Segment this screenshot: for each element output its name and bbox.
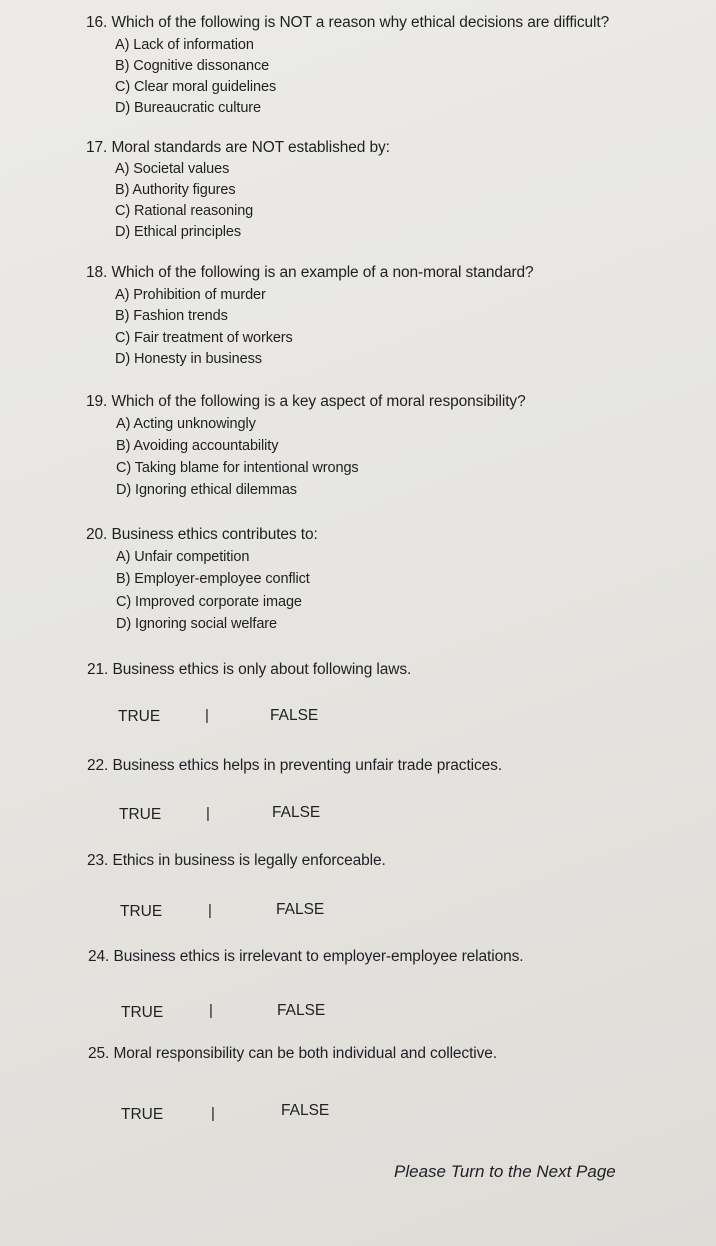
tf-separator: | — [211, 1105, 215, 1122]
next-page-note: Please Turn to the Next Page — [394, 1162, 616, 1181]
option-18a: A) Prohibition of murder — [115, 287, 266, 303]
option-19c: C) Taking blame for intentional wrongs — [116, 460, 359, 476]
option-17c: C) Rational reasoning — [115, 203, 254, 219]
question-21 — [87, 661, 411, 679]
question-number: 19. — [86, 393, 108, 410]
option-19d: D) Ignoring ethical dilemmas — [116, 482, 297, 498]
option-20a: A) Unfair competition — [116, 549, 250, 565]
question-number: 22. — [87, 757, 109, 774]
option-18d: D) Honesty in business — [115, 351, 262, 367]
tf-separator: | — [206, 805, 210, 822]
option-19b: B) Avoiding accountability — [116, 438, 279, 454]
true-option-22[interactable]: TRUE — [119, 806, 162, 823]
question-17 — [86, 139, 390, 157]
false-option-23[interactable]: FALSE — [276, 901, 325, 918]
question-22 — [87, 757, 502, 775]
option-16a: A) Lack of information — [115, 37, 254, 53]
question-18 — [86, 264, 534, 282]
option-19a: A) Acting unknowingly — [116, 416, 256, 432]
tf-separator: | — [209, 1002, 213, 1019]
question-16 — [86, 14, 609, 32]
false-option-24[interactable]: FALSE — [277, 1002, 326, 1019]
option-17d: D) Ethical principles — [115, 224, 242, 240]
option-18b: B) Fashion trends — [115, 308, 228, 324]
question-text: Moral responsibility can be both individual and collective. — [113, 1045, 498, 1062]
question-number: 25. — [88, 1045, 110, 1062]
question-23 — [87, 852, 386, 870]
tf-separator: | — [208, 902, 212, 919]
true-option-25[interactable]: TRUE — [121, 1106, 164, 1123]
option-20c: C) Improved corporate image — [116, 594, 302, 610]
option-16c: C) Clear moral guidelines — [115, 79, 277, 95]
option-17b: B) Authority figures — [115, 182, 236, 198]
true-option-23[interactable]: TRUE — [120, 903, 163, 920]
question-text: Business ethics contributes to: — [111, 526, 318, 543]
option-17a: A) Societal values — [115, 161, 230, 177]
question-number: 18. — [86, 264, 108, 281]
false-option-21[interactable]: FALSE — [270, 707, 319, 724]
question-24 — [88, 948, 523, 966]
option-18c: C) Fair treatment of workers — [115, 330, 293, 346]
option-20b: B) Employer-employee conflict — [116, 571, 310, 587]
question-19 — [86, 393, 526, 411]
question-text: Business ethics helps in preventing unfair trade practices. — [112, 757, 503, 774]
question-20 — [86, 526, 318, 544]
question-text: Business ethics is irrelevant to employer-employee relations. — [113, 948, 524, 965]
question-text: Ethics in business is legally enforceable. — [112, 852, 386, 869]
true-option-21[interactable]: TRUE — [118, 708, 161, 725]
question-25 — [88, 1045, 497, 1063]
question-number: 20. — [86, 526, 108, 543]
false-option-25[interactable]: FALSE — [281, 1102, 330, 1119]
question-text: Moral standards are NOT established by: — [111, 139, 390, 156]
option-16d: D) Bureaucratic culture — [115, 100, 261, 116]
question-number: 21. — [87, 661, 109, 678]
option-20d: D) Ignoring social welfare — [116, 616, 277, 632]
question-text: Business ethics is only about following laws. — [112, 661, 412, 678]
question-number: 23. — [87, 852, 109, 869]
true-option-24[interactable]: TRUE — [121, 1004, 164, 1021]
false-option-22[interactable]: FALSE — [272, 804, 321, 821]
question-text: Which of the following is NOT a reason why ethical decisions are difficult? — [111, 14, 610, 31]
question-number: 24. — [88, 948, 110, 965]
option-16b: B) Cognitive dissonance — [115, 58, 270, 74]
question-number: 17. — [86, 139, 108, 156]
question-text: Which of the following is a key aspect of moral responsibility? — [111, 393, 526, 410]
tf-separator: | — [205, 707, 209, 724]
question-number: 16. — [86, 14, 108, 31]
question-text: Which of the following is an example of a non-moral standard? — [111, 264, 534, 281]
